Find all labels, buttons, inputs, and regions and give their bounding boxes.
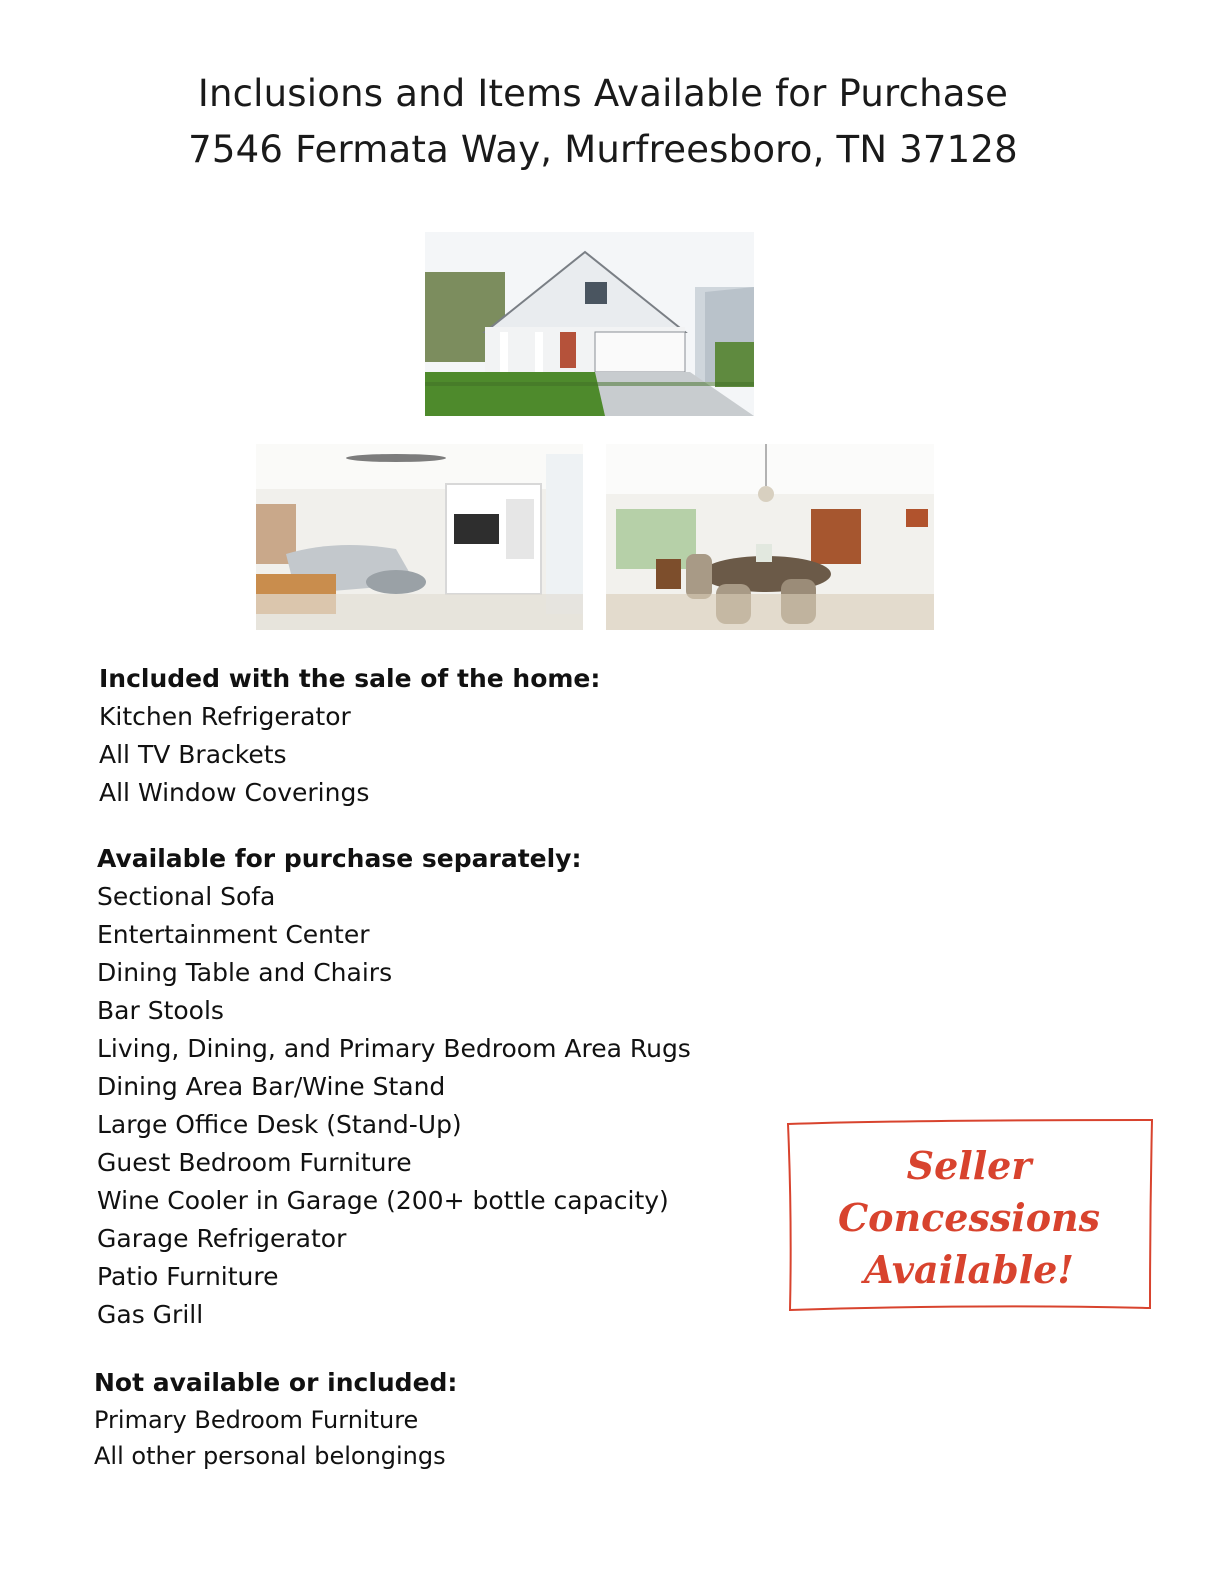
purchase-list [97, 878, 691, 1334]
list-item: Guest Bedroom Furniture [97, 1148, 412, 1177]
purchase-section [97, 840, 691, 1334]
list-item: Wine Cooler in Garage (200+ bottle capacity) [97, 1186, 669, 1215]
list-item: All TV Brackets [99, 740, 287, 769]
stamp-line-available: Available! [863, 1247, 1074, 1292]
list-item: Primary Bedroom Furniture [94, 1406, 419, 1434]
list-item: Patio Furniture [97, 1262, 279, 1291]
list-item: Gas Grill [97, 1300, 204, 1329]
living-room-photo [256, 444, 583, 630]
list-item: Entertainment Center [97, 920, 370, 949]
included-section [99, 660, 600, 812]
list-item: All Window Coverings [99, 778, 370, 807]
list-item: Large Office Desk (Stand-Up) [97, 1110, 462, 1139]
list-item: All other personal belongings [94, 1442, 446, 1470]
list-item: Garage Refrigerator [97, 1224, 347, 1253]
purchase-heading: Available for purchase separately: [97, 844, 582, 873]
seller-concessions-stamp [784, 1118, 1154, 1312]
included-list [99, 698, 600, 812]
house-exterior-photo [425, 232, 754, 416]
included-heading: Included with the sale of the home: [99, 664, 601, 693]
list-item: Kitchen Refrigerator [99, 702, 351, 731]
dining-room-photo [606, 444, 934, 630]
stamp-line-concessions: Concessions [837, 1195, 1101, 1240]
list-item: Sectional Sofa [97, 882, 276, 911]
list-item: Dining Area Bar/Wine Stand [97, 1072, 446, 1101]
not-available-heading: Not available or included: [94, 1368, 458, 1397]
not-available-list [94, 1402, 457, 1474]
not-available-section [94, 1364, 457, 1474]
stamp-line-seller: Seller [906, 1143, 1032, 1188]
page-title: Inclusions and Items Available for Purchase [197, 72, 1009, 115]
property-address: 7546 Fermata Way, Murfreesboro, TN 37128 [188, 128, 1018, 171]
list-item: Bar Stools [97, 996, 224, 1025]
list-item: Dining Table and Chairs [97, 958, 393, 987]
list-item: Living, Dining, and Primary Bedroom Area Rugs [97, 1034, 691, 1063]
